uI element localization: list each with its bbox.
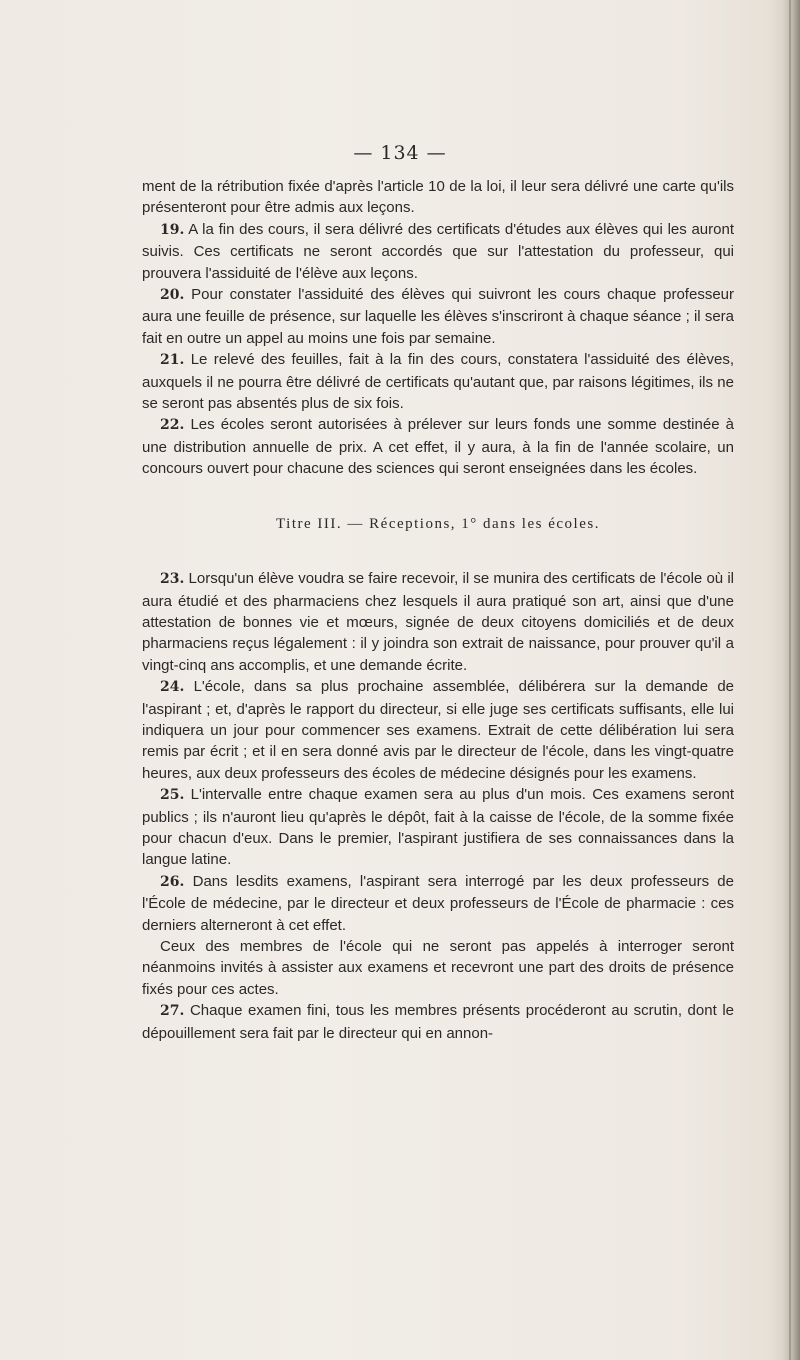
- article-23: [142, 568, 734, 676]
- article-number: 23.: [160, 571, 185, 588]
- article-22: [142, 414, 734, 479]
- paragraph-text: Lorsqu'un élève voudra se faire recevoir, il se munira des certificats de l'école où il aura étudié et des pharmaciens chez lesquels il aura pratiqué son art, ainsi que d'une attestation de bonnes vie et mœurs, signée de deux citoyens domiciliés et de deux pharmaciens reçus légalement : il y joindra son extrait de naissance, pour prouver qu'il a vingt-cinq ans accomplis, et une demande écrite.: [142, 570, 734, 674]
- paragraph-text: Pour constater l'assiduité des élèves qui suivront les cours chaque professeur aura une feuille de présence, sur laquelle les élèves s'inscriront à chaque séance ; il sera fait en outre un appel au moins une fois par semaine.: [142, 286, 734, 347]
- article-24: [142, 676, 734, 784]
- article-number: 24.: [160, 679, 185, 696]
- page-number: — 134 —: [353, 142, 447, 164]
- article-number: 20.: [160, 287, 185, 304]
- page-edge-shadow: [782, 0, 800, 1360]
- paragraph-continuation: [142, 176, 734, 219]
- article-21: [142, 349, 734, 414]
- article-27: [142, 1000, 734, 1044]
- paragraph-text: Le relevé des feuilles, fait à la fin des cours, constatera l'assiduité des élèves, auxquels il ne pourra être délivré de certificats qu'autant que, par raisons légitimes, ils ne se seront pas absentés plus de six fois.: [142, 351, 734, 413]
- article-20: [142, 284, 734, 349]
- article-19: [142, 219, 734, 284]
- article-number: 21.: [160, 352, 185, 369]
- article-26: [142, 871, 734, 936]
- article-number: 25.: [160, 787, 185, 804]
- article-25: [142, 784, 734, 871]
- section-heading: Titre III. — Réceptions, 1° dans les écoles.: [276, 515, 600, 532]
- article-number: 22.: [160, 417, 185, 434]
- paragraph-text: Dans lesdits examens, l'aspirant sera interrogé par les deux professeurs de l'École de médecine, par le directeur et deux professeurs de l'École de pharmacie : ces derniers alterneront à cet effet.: [142, 872, 734, 934]
- paragraph-text: Les écoles seront autorisées à prélever sur leurs fonds une somme destinée à une distribution annuelle de prix. A cet effet, il y aura, à la fin de l'année scolaire, un concours ouvert pour chacune des sciences qui seront enseignées dans les écoles.: [142, 416, 734, 478]
- paragraph-text: L'école, dans sa plus prochaine assemblée, délibérera sur la demande de l'aspirant ; et, d'après le rapport du directeur, si elle juge ses certificats suffisants, elle lui indiquera un jour pour commencer ses examens. Extrait de cette délibération lui sera remis par écrit ; et il en sera donné avis par le directeur de l'école, dans les vingt-quatre heures, aux deux professeurs des écoles de médecine désignés pour les examens.: [142, 678, 734, 782]
- article-26-continuation: [142, 936, 734, 1000]
- paragraph-text: A la fin des cours, il sera délivré des certificats d'études aux élèves qui les auront suivis. Ces certificats ne seront accordés que sur l'attestation du professeur, qui prouvera l'assiduité de l'élève aux leçons.: [142, 220, 735, 282]
- paragraph-text: Ceux des membres de l'école qui ne seront pas appelés à interroger seront néanmoins invités à assister aux examens et recevront une part des droits de présence fixés pour ces actes.: [142, 938, 734, 998]
- article-number: 26.: [160, 873, 185, 890]
- article-number: 19.: [160, 221, 185, 238]
- article-number: 27.: [160, 1003, 185, 1020]
- paragraph-text: ment de la rétribution fixée d'après l'article 10 de la loi, il leur sera délivré une carte qu'ils présenteront pour être admis aux leçons.: [142, 178, 734, 217]
- page-edge-line: [789, 0, 791, 1360]
- paragraph-text: Chaque examen fini, tous les membres présents procéderont au scrutin, dont le dépouillement sera fait par le directeur qui en annon-: [142, 1002, 734, 1042]
- paragraph-text: L'intervalle entre chaque examen sera au plus d'un mois. Ces examens seront publics ; ils n'auront lieu qu'après le dépôt, fait à la caisse de l'école, de la somme fixée pour chacun d'eux. Dans le premier, l'aspirant justifiera de ses connaissances dans la langue latine.: [142, 786, 734, 869]
- body-text: [142, 176, 734, 1044]
